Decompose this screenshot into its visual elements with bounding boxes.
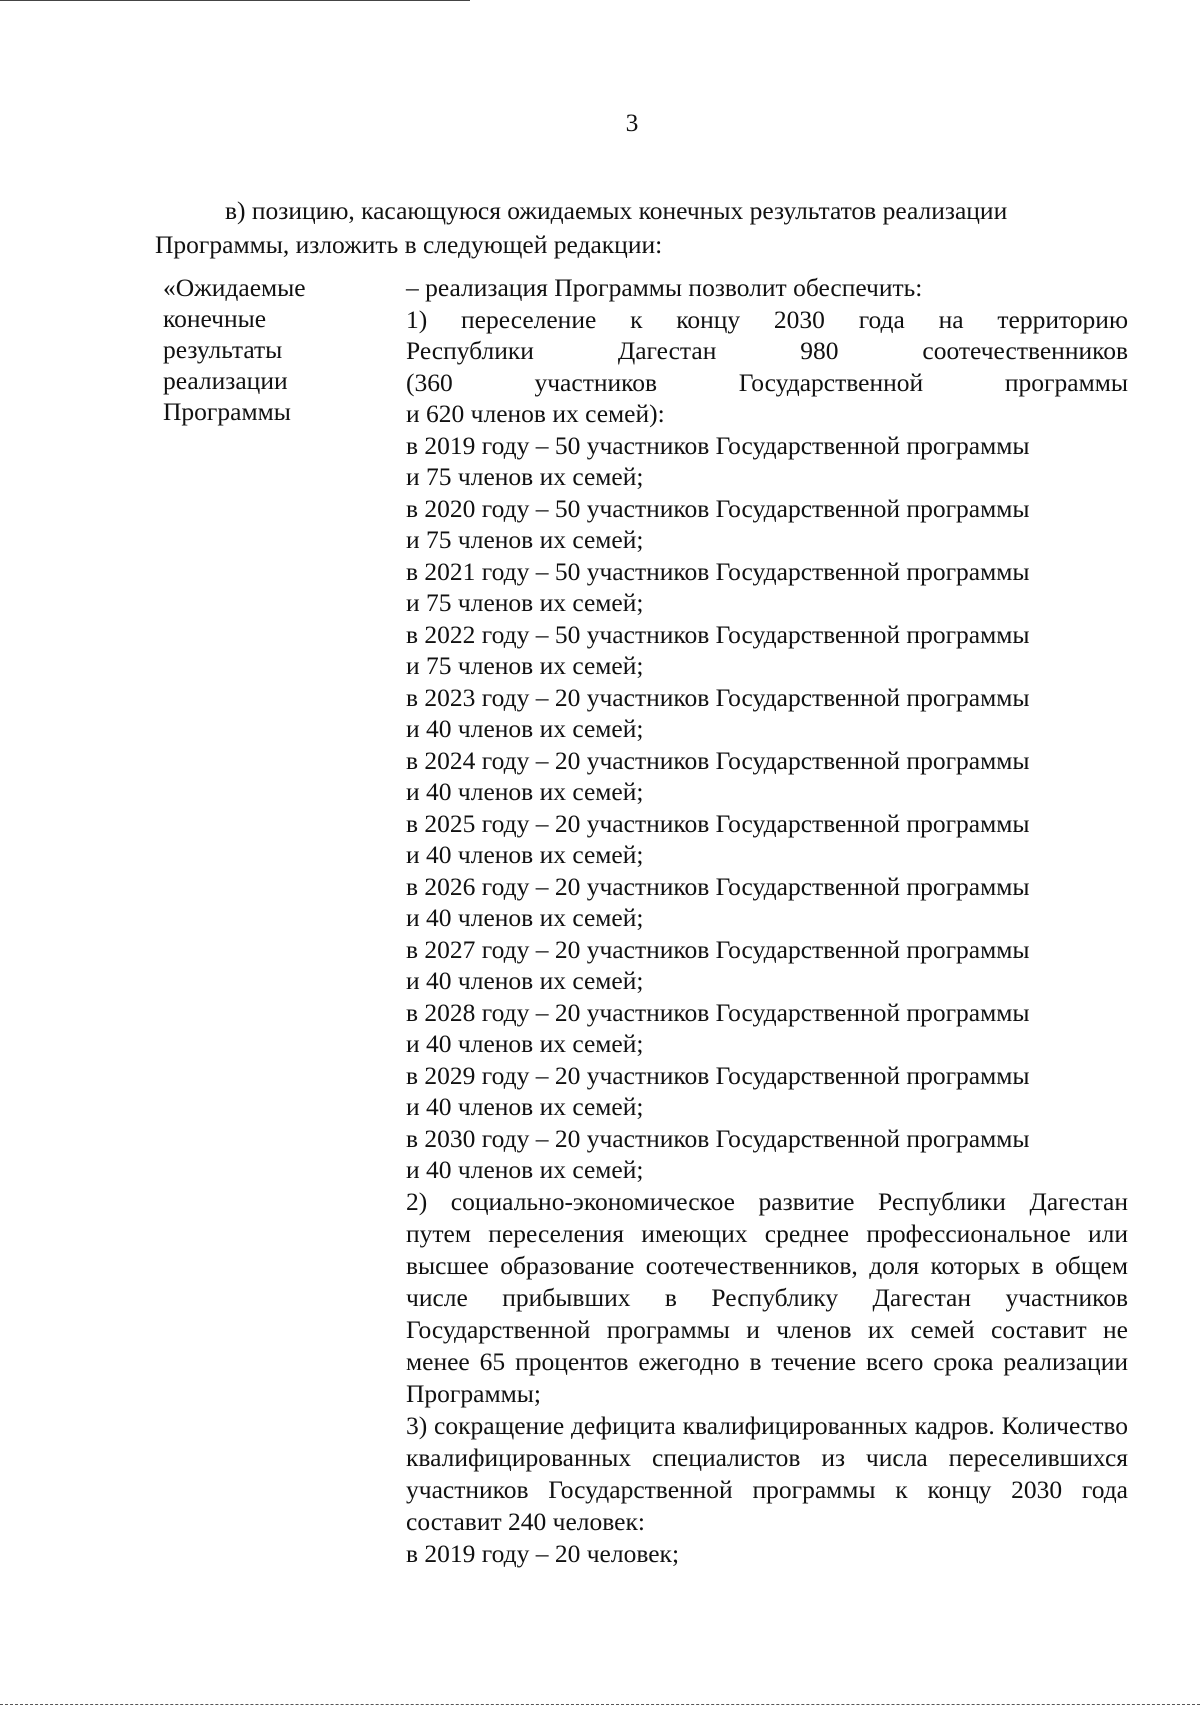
- year-line: в 2029 году – 20 участников Государственной программы: [406, 1060, 1030, 1090]
- label-line: конечные: [163, 304, 267, 333]
- item1-line: и 620 членов их семей):: [406, 399, 665, 428]
- last-line: в 2019 году – 20 человек;: [406, 1538, 680, 1568]
- year-members-line: и 40 членов их семей;: [406, 903, 644, 932]
- year-members-line: и 40 членов их семей;: [406, 1155, 644, 1184]
- item1-line: 1) переселение к концу 2030 года на территорию: [406, 304, 1128, 334]
- label-line: реализации: [163, 366, 288, 395]
- value-column: [406, 272, 1128, 1569]
- year-line: в 2021 году – 50 участников Государственной программы: [406, 556, 1030, 586]
- label-line: «Ожидаемые: [163, 273, 306, 302]
- page-number: 3: [625, 108, 639, 137]
- label-line: Программы: [163, 397, 291, 426]
- year-members-line: и 40 членов их семей;: [406, 714, 644, 743]
- year-members-line: и 75 членов их семей;: [406, 588, 644, 617]
- year-line: в 2028 году – 20 участников Государственной программы: [406, 997, 1030, 1027]
- year-line: в 2020 году – 50 участников Государственной программы: [406, 493, 1030, 523]
- year-line: в 2026 году – 20 участников Государственной программы: [406, 871, 1030, 901]
- year-line: в 2019 году – 50 участников Государственной программы: [406, 430, 1030, 460]
- intro-line-2: Программы, изложить в следующей редакции:: [155, 230, 663, 259]
- year-members-line: и 40 членов их семей;: [406, 1029, 644, 1058]
- intro-line-1: в) позицию, касающуюся ожидаемых конечных результатов реализации: [225, 196, 1008, 225]
- lead-line: – реализация Программы позволит обеспечить:: [406, 273, 923, 302]
- year-members-line: и 40 членов их семей;: [406, 1092, 644, 1121]
- year-line: в 2025 году – 20 участников Государственной программы: [406, 808, 1030, 838]
- scan-edge-top: [0, 0, 470, 1]
- item3-paragraph: 3) сокращение дефицита квалифицированных кадров. Количество квалифицированных специалистов из числа переселившихся участников Государственной программы к концу 2030 года составит 240 человек:: [406, 1410, 1128, 1536]
- year-members-line: и 40 членов их семей;: [406, 777, 644, 806]
- year-members-line: и 40 членов их семей;: [406, 840, 644, 869]
- year-members-line: и 75 членов их семей;: [406, 525, 644, 554]
- year-line: в 2022 году – 50 участников Государственной программы: [406, 619, 1030, 649]
- item1-line: Республики Дагестан 980 соотечественников: [406, 336, 1128, 365]
- scan-edge-bottom: [0, 1704, 1200, 1705]
- year-members-line: и 75 членов их семей;: [406, 651, 644, 680]
- label-column: [163, 272, 363, 427]
- year-line: в 2027 году – 20 участников Государственной программы: [406, 934, 1030, 964]
- year-line: в 2024 году – 20 участников Государственной программы: [406, 745, 1030, 775]
- year-members-line: и 40 членов их семей;: [406, 966, 644, 995]
- year-line: в 2023 году – 20 участников Государственной программы: [406, 682, 1030, 712]
- item1-line: (360 участников Государственной программы: [406, 367, 1128, 397]
- label-line: результаты: [163, 335, 283, 364]
- year-members-line: и 75 членов их семей;: [406, 462, 644, 491]
- intro-paragraph: [155, 194, 1115, 262]
- year-line: в 2030 году – 20 участников Государственной программы: [406, 1123, 1030, 1153]
- item2-paragraph: 2) социально-экономическое развитие Республики Дагестан путем переселения имеющих среднее профессиональное или высшее образование соотечественников, доля которых в общем числе прибывших в Республику Дагестан участников Государственной программы и членов их семей составит не менее 65 процентов ежегодно в течение всего срока реализации Программы;: [406, 1186, 1128, 1408]
